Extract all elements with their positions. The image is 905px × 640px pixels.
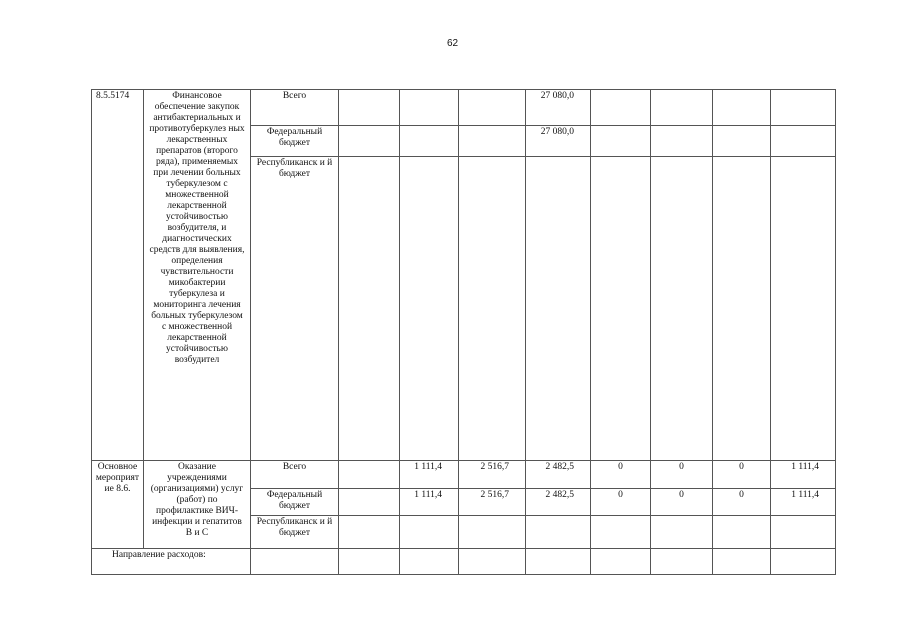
table-row <box>92 90 836 126</box>
cell-value: 27 080,0 <box>526 90 591 126</box>
cell-value <box>339 516 400 549</box>
page-number: 62 <box>446 38 459 49</box>
cell-value <box>713 157 771 461</box>
cell-value <box>339 489 400 516</box>
cell-value: 1 111,4 <box>771 489 836 516</box>
cell-value: 27 080,0 <box>526 126 591 157</box>
row-name: Финансовое обеспечение закупок антибактериальных и противотуберкулез ных лекарственных препаратов (второго ряда), применяемых при лечении больных туберкулезом с множественной лекарственной устойчивостью возбудителя, и диагностических средств для выявления, определения чувствительности микобактерии туберкулеза и мониторинга лечения больных туберкулезом с множественной лекарственной устойчивостью возбудител <box>144 90 251 461</box>
source-label: Всего <box>251 461 339 489</box>
cell-value: 0 <box>591 489 651 516</box>
cell-value <box>591 516 651 549</box>
empty-cell <box>713 549 771 575</box>
cell-value <box>339 90 400 126</box>
cell-value <box>459 90 526 126</box>
empty-cell <box>339 549 400 575</box>
cell-value: 2 516,7 <box>459 461 526 489</box>
cell-value <box>526 516 591 549</box>
cell-value <box>771 157 836 461</box>
source-label: Федеральный бюджет <box>251 489 339 516</box>
cell-value <box>400 90 459 126</box>
empty-cell <box>459 549 526 575</box>
cell-value <box>651 516 713 549</box>
cell-value <box>339 461 400 489</box>
cell-value <box>400 126 459 157</box>
cell-value <box>339 157 400 461</box>
cell-value: 1 111,4 <box>400 489 459 516</box>
cell-value <box>713 90 771 126</box>
cell-value: 2 482,5 <box>526 489 591 516</box>
direction-label: Направление расходов: <box>92 549 251 575</box>
cell-value <box>400 157 459 461</box>
cell-value <box>526 157 591 461</box>
source-label: Республиканск и й бюджет <box>251 157 339 461</box>
budget-table <box>91 89 836 575</box>
source-label: Всего <box>251 90 339 126</box>
row-code: 8.5.5174 <box>92 90 144 461</box>
cell-value <box>591 90 651 126</box>
cell-value <box>771 126 836 157</box>
cell-value: 0 <box>651 461 713 489</box>
cell-value <box>771 516 836 549</box>
cell-value <box>651 90 713 126</box>
empty-cell <box>771 549 836 575</box>
cell-value: 2 516,7 <box>459 489 526 516</box>
source-label: Республиканск и й бюджет <box>251 516 339 549</box>
cell-value <box>713 516 771 549</box>
row-name: Оказание учреждениями (организациями) услуг (работ) по профилактике ВИЧ-инфекции и гепатитов В и С <box>144 461 251 549</box>
cell-value <box>459 157 526 461</box>
cell-value <box>339 126 400 157</box>
cell-value <box>713 126 771 157</box>
cell-value <box>591 126 651 157</box>
empty-cell <box>251 549 339 575</box>
cell-value <box>771 90 836 126</box>
cell-value: 2 482,5 <box>526 461 591 489</box>
cell-value <box>591 157 651 461</box>
cell-value: 0 <box>713 489 771 516</box>
cell-value: 1 111,4 <box>771 461 836 489</box>
cell-value <box>459 516 526 549</box>
table-row <box>92 549 836 575</box>
cell-value <box>651 126 713 157</box>
empty-cell <box>591 549 651 575</box>
row-code: Основное мероприятие 8.6. <box>92 461 144 549</box>
cell-value: 1 111,4 <box>400 461 459 489</box>
cell-value: 0 <box>651 489 713 516</box>
cell-value <box>651 157 713 461</box>
cell-value: 0 <box>713 461 771 489</box>
empty-cell <box>526 549 591 575</box>
cell-value <box>400 516 459 549</box>
empty-cell <box>651 549 713 575</box>
table-row <box>92 461 836 489</box>
cell-value <box>459 126 526 157</box>
source-label: Федеральный бюджет <box>251 126 339 157</box>
cell-value: 0 <box>591 461 651 489</box>
empty-cell <box>400 549 459 575</box>
